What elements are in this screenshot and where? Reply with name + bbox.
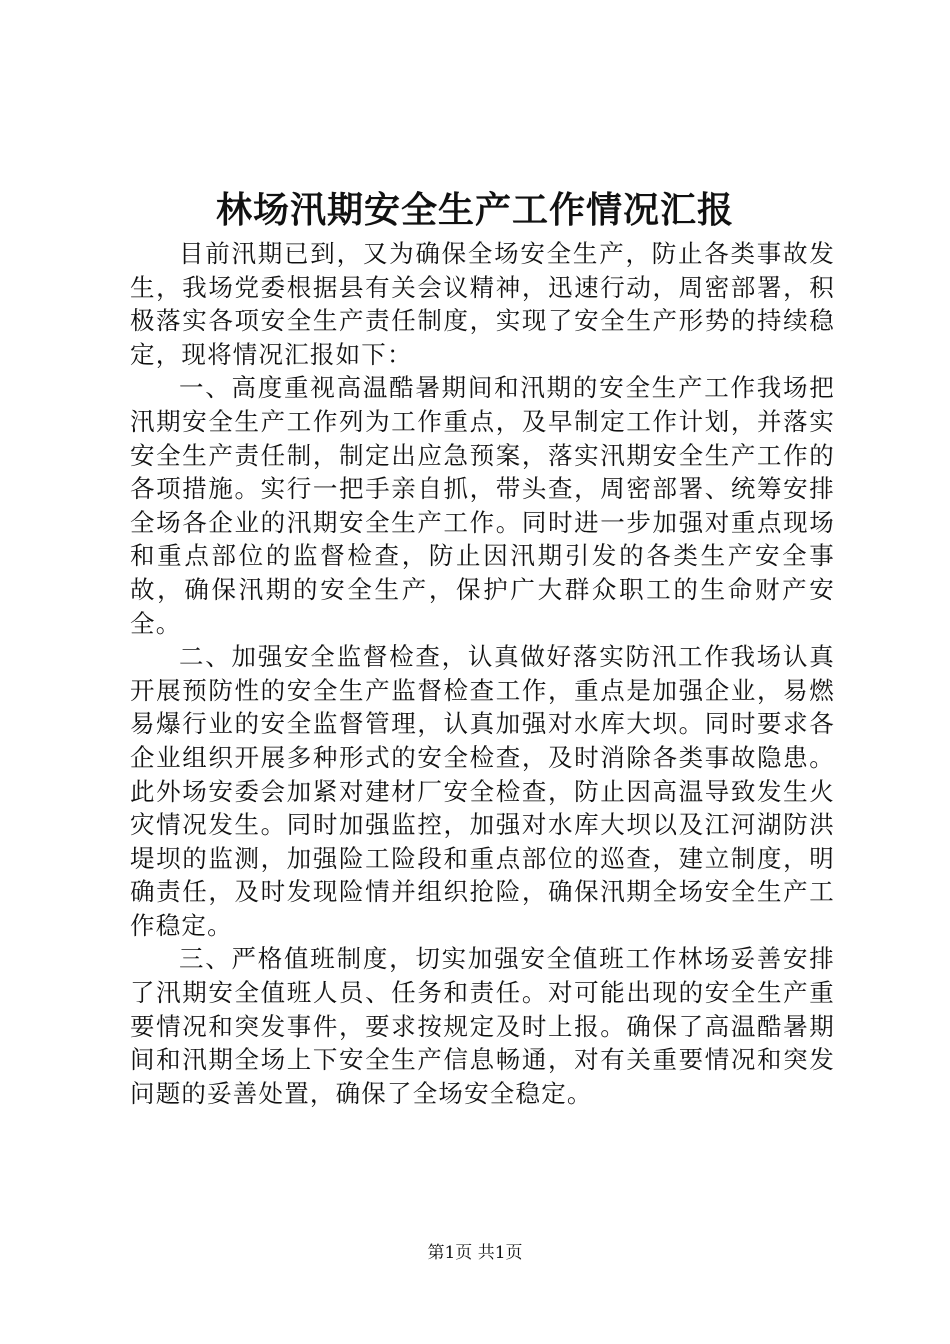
document-title: 林场汛期安全生产工作情况汇报 <box>215 189 734 231</box>
paragraph-intro: 目前汛期已到，又为确保全场安全生产，防止各类事故发生，我场党委根据县有关会议精神，迅速行动，周密部署，积极落实各项安全生产责任制度，实现了安全生产形势的持续稳定，现将情况汇报如下： <box>130 239 835 369</box>
document-body <box>130 237 835 1110</box>
paragraph-section-1: 一、高度重视高温酷暑期间和汛期的安全生产工作我场把汛期安全生产工作列为工作重点，及早制定工作计划，并落实安全生产责任制，制定出应急预案，落实汛期安全生产工作的各项措施。实行一把手亲自抓，带头查，周密部署、统筹安排全场各企业的汛期安全生产工作。同时进一步加强对重点现场和重点部位的监督检查，防止因汛期引发的各类生产安全事故，确保汛期的安全生产，保护广大群众职工的生命财产安全。 <box>130 373 835 638</box>
paragraph-section-3: 三、严格值班制度，切实加强安全值班工作林场妥善安排了汛期安全值班人员、任务和责任。对可能出现的安全生产重要情况和突发事件，要求按规定及时上报。确保了高温酷暑期间和汛期全场上下安全生产信息畅通，对有关重要情况和突发问题的妥善处置，确保了全场安全稳定。 <box>130 944 835 1108</box>
paragraph-section-2: 二、加强安全监督检查，认真做好落实防汛工作我场认真开展预防性的安全生产监督检查工作，重点是加强企业，易燃易爆行业的安全监督管理，认真加强对水库大坝。同时要求各企业组织开展多种形式的安全检查，及时消除各类事故隐患。此外场安委会加紧对建材厂安全检查，防止因高温导致发生火灾情况发生。同时加强监控，加强对水库大坝以及江河湖防洪堤坝的监测，加强险工险段和重点部位的巡查，建立制度，明确责任，及时发现险情并组织抢险，确保汛期全场安全生产工作稳定。 <box>130 642 835 940</box>
page-number-footer: 第1页 共1页 <box>427 1243 523 1263</box>
